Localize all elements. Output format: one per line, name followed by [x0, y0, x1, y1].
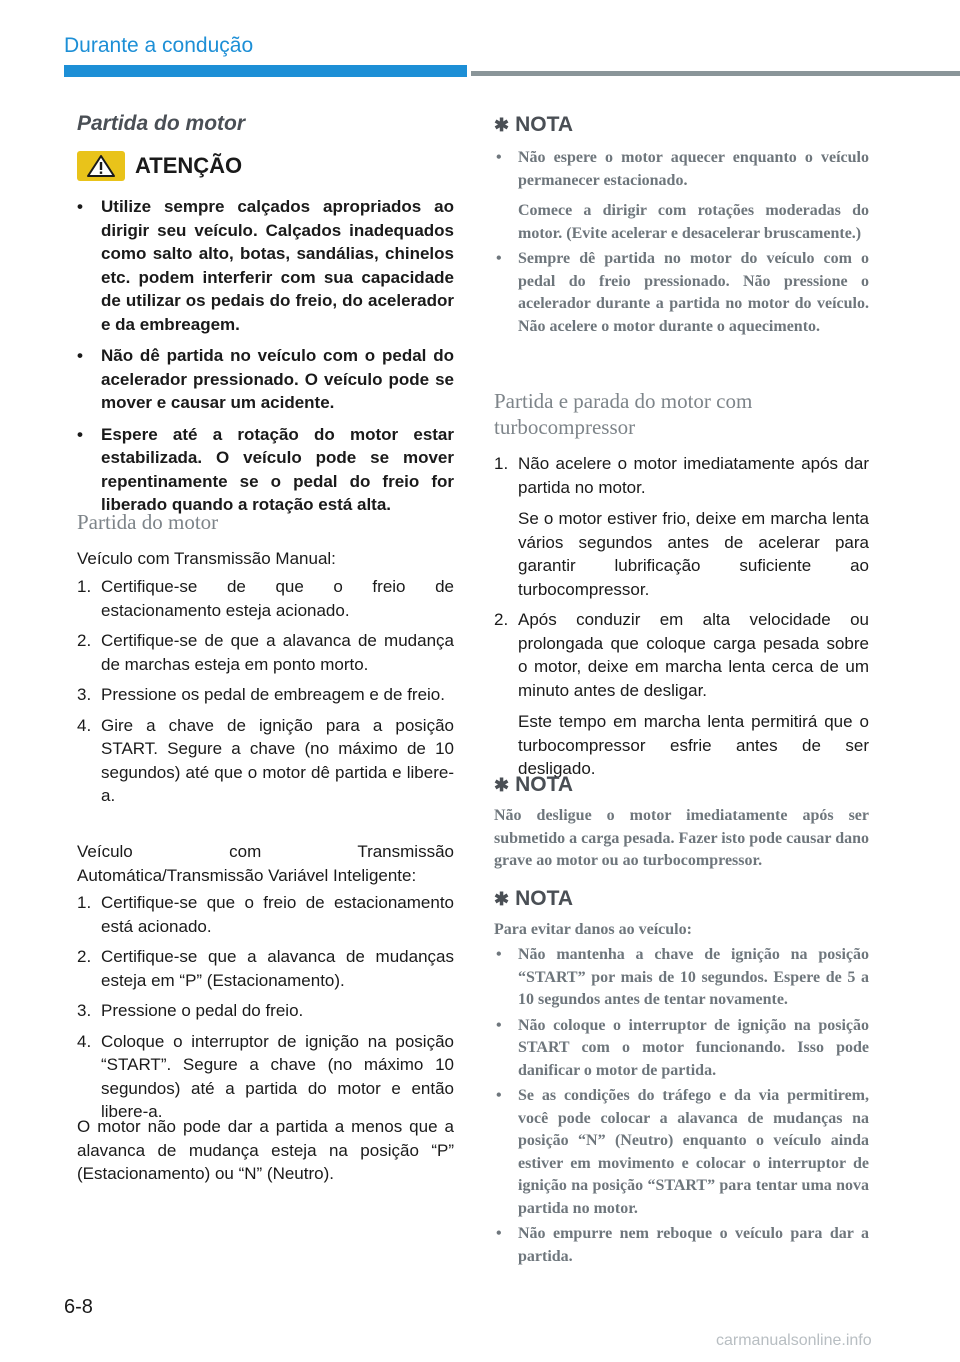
list-item: 4. Coloque o interruptor de ignição na posição “START”. Segure a chave (no máximo 10 segundos) até a partida do motor e então libere-a.	[77, 1031, 454, 1121]
list-item: • Utilize sempre calçados apropriados ao dirigir seu veículo. Calçados inadequados como salto alto, botas, sandálias, chinelos etc. podem interferir com sua capacidade de utilizar os pedais do freio, do acelerador e da embreagem.	[77, 195, 454, 336]
list-item: • Não coloque o interruptor de ignição na posição START com o motor funcionando. Isso pode danificar o motor de partida.	[494, 1015, 869, 1083]
turbo-steps	[494, 452, 869, 788]
nota-heading-2: ✱ NOTA	[494, 773, 574, 796]
list-item: • Espere até a rotação do motor estar estabilizada. O veículo pode se mover repentinamente se o pedal do freio for liberado quando a rotação está alta.	[77, 423, 454, 517]
list-item: 3. Pressione os pedal de embreagem e de freio.	[77, 685, 445, 704]
list-item: 2. Certifique-se que a alavanca de mudanças esteja em “P” (Estacionamento).	[77, 947, 454, 990]
manual-steps	[77, 575, 454, 815]
list-item: 1. Certifique-se de que o freio de estacionamento esteja acionado.	[77, 577, 454, 620]
page-header-title: Durante a condução	[64, 34, 254, 57]
asterisk-cross-icon: ✱	[494, 114, 510, 135]
list-item: 1. Certifique-se que o freio de estacionamento está acionado.	[77, 893, 454, 936]
list-item: • Não empurre nem reboque o veículo para dar a partida.	[494, 1223, 869, 1268]
asterisk-cross-icon: ✱	[494, 888, 510, 909]
nota-3-list	[494, 944, 869, 1271]
list-item: 1. Não acelere o motor imediatamente após dar partida no motor. Se o motor estiver frio, deixe em marcha lenta vários segundos antes de acelerar para garantir lubrificação suficiente ao turbocompressor.	[494, 454, 869, 599]
subsection-title-turbo: Partida e parada do motor com turbocompressor	[494, 389, 753, 439]
warning-list	[77, 195, 454, 525]
list-item: 3. Pressione o pedal do freio.	[77, 1001, 304, 1020]
asterisk-cross-icon: ✱	[494, 774, 510, 795]
list-item: 2. Após conduzir em alta velocidade ou prolongada que coloque carga pesada sobre o motor, deixe em marcha lenta cerca de um minuto antes de desligar. Este tempo em marcha lenta permitirá que o turbocompressor esfrie antes de ser desligado.	[494, 610, 869, 778]
warning-label: ATENÇÃO	[135, 153, 243, 178]
closing-paragraph: O motor não pode dar a partida a menos que a alavanca de mudança esteja na posição “P” (Estacionamento) ou “N” (Neutro).	[77, 1117, 454, 1183]
header-rule-blue	[64, 65, 467, 77]
manual-intro: Veículo com Transmissão Manual:	[77, 549, 336, 568]
nota-heading-3: ✱ NOTA	[494, 887, 574, 910]
subsection-title: Partida do motor	[77, 510, 219, 534]
list-item: 4. Gire a chave de ignição para a posição START. Segure a chave (no máximo de 10 segundos) até que o motor dê partida e libere-a.	[77, 715, 454, 805]
list-item: • Sempre dê partida no motor do veículo com o pedal do freio pressionado. Não pressione o acelerador durante a partida no motor do veículo. Não acelere o motor durante o aquecimento.	[494, 248, 869, 338]
list-item: • Não espere o motor aquecer enquanto o veículo permanecer estacionado. Comece a dirigir com rotações moderadas do motor. (Evite acelerar e desacelerar bruscamente.)	[494, 147, 869, 245]
auto-intro: Veículo com Transmissão Automática/Transmissão Variável Inteligente:	[77, 842, 454, 885]
nota-3-intro: Para evitar danos ao veículo:	[494, 921, 692, 938]
list-item: • Se as condições do tráfego e da via permitirem, você pode colocar a alavanca de mudanças na posição “N” (Neutro) enquanto o veículo ainda estiver em movimento e colocar o interruptor de ignição na posição “START” para tentar uma nova partida no motor.	[494, 1085, 869, 1220]
nota-heading-1: ✱ NOTA	[494, 113, 574, 136]
section-title: Partida do motor	[77, 112, 246, 135]
list-item: • Não mantenha a chave de ignição na posição “START” por mais de 10 segundos. Espere de 5 a 10 segundos antes de tentar novamente.	[494, 944, 869, 1012]
nota-1-list	[494, 147, 869, 341]
list-item: 2. Certifique-se de que a alavanca de mudança de marchas esteja em ponto morto.	[77, 631, 454, 674]
nota-2-text: Não desligue o motor imediatamente após ser submetido a carga pesada. Fazer isto pode causar dano grave ao motor ou ao turbocompressor.	[494, 807, 869, 869]
header-rule-gray	[471, 71, 960, 76]
watermark: carmanualsonline.info	[716, 1332, 872, 1349]
auto-steps	[77, 891, 454, 1131]
page-number: 6-8	[64, 1296, 93, 1318]
list-item: • Não dê partida no veículo com o pedal do acelerador pressionado. O veículo pode se mover e causar um acidente.	[77, 344, 454, 415]
warning-triangle-icon	[77, 151, 125, 181]
warning-heading	[77, 151, 242, 181]
